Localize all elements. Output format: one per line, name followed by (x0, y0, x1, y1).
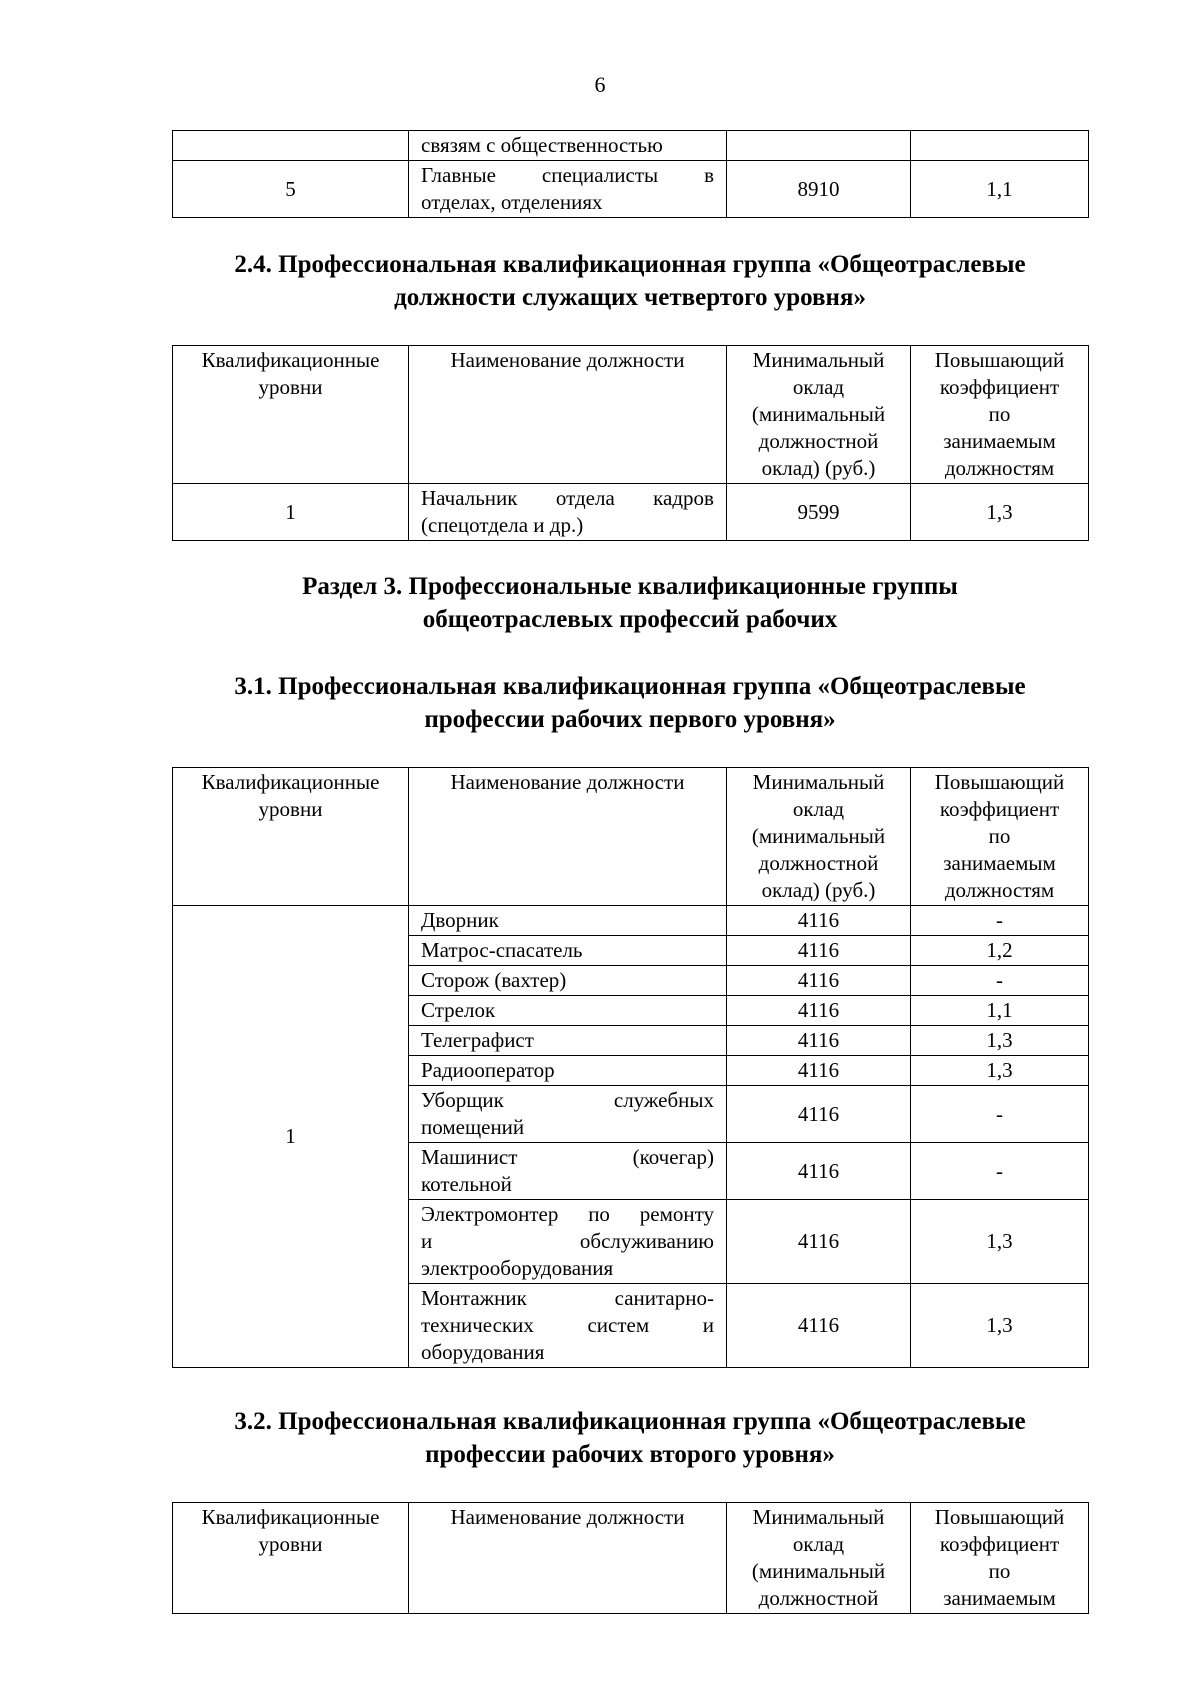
salary-cell: 4116 (727, 1086, 911, 1143)
name-line: электрооборудования (421, 1256, 614, 1280)
header-coefficient (911, 346, 1089, 484)
salary-cell: 4116 (727, 906, 911, 936)
table-row (173, 131, 1089, 161)
table-header-row (173, 768, 1089, 906)
section-heading-3-1 (140, 670, 1120, 736)
header-line: (минимальный (751, 402, 886, 426)
name-word: отдела (555, 486, 615, 510)
heading-line: профессии рабочих второго уровня» (425, 1441, 835, 1468)
table-3-1 (172, 767, 1089, 1368)
header-line: коэффициент (939, 797, 1060, 821)
header-line: Квалификационные (201, 348, 380, 372)
header-line: по (988, 1559, 1011, 1583)
coefficient-cell: - (911, 1143, 1089, 1200)
name-word: в (704, 163, 714, 187)
header-level (173, 1503, 409, 1614)
coefficient-cell: 1,3 (911, 484, 1089, 541)
position-name-cell: связям с общественностью (409, 131, 727, 161)
header-line: Повышающий (934, 1505, 1065, 1529)
header-line: должностной (758, 429, 879, 453)
position-name-cell (409, 996, 727, 1026)
heading-line: должности служащих четвертого уровня» (394, 284, 866, 311)
heading-line: профессии рабочих первого уровня» (424, 706, 836, 733)
name-word: специалисты (541, 163, 659, 187)
header-line: Минимальный (752, 1505, 885, 1529)
position-name-cell (409, 1143, 727, 1200)
name-line: Дворник (421, 908, 499, 932)
header-line: Квалификационные (201, 770, 380, 794)
header-level (173, 768, 409, 906)
table-row (173, 161, 1089, 218)
name-line: оборудования (421, 1340, 545, 1364)
header-line: Квалификационные (201, 1505, 380, 1529)
salary-cell: 4116 (727, 1026, 911, 1056)
header-line: занимаемым (943, 1586, 1056, 1610)
salary-cell: 4116 (727, 1284, 911, 1368)
salary-cell: 4116 (727, 996, 911, 1026)
header-salary (727, 346, 911, 484)
header-coefficient (911, 1503, 1089, 1614)
heading-line: 2.4. Профессиональная квалификационная группа «Общеотраслевые (234, 251, 1026, 278)
header-line: занимаемым (943, 429, 1056, 453)
header-position-name: Наименование должности (409, 1503, 727, 1614)
continuation-table (172, 130, 1089, 218)
coefficient-cell: 1,1 (911, 996, 1089, 1026)
table-row (173, 906, 1089, 936)
coefficient-cell: 1,3 (911, 1200, 1089, 1284)
name-line: Монтажник санитарно- (421, 1286, 714, 1310)
coefficient-cell: - (911, 906, 1089, 936)
level-cell: 1 (173, 484, 409, 541)
coefficient-cell: 1,1 (911, 161, 1089, 218)
header-line: должностной (758, 851, 879, 875)
position-name-cell (409, 936, 727, 966)
salary-cell: 4116 (727, 1200, 911, 1284)
level-cell: 5 (173, 161, 409, 218)
name-word: кадров (653, 486, 714, 510)
name-line: помещений (421, 1115, 525, 1139)
header-line: должностям (944, 456, 1055, 480)
name-line: технических систем и (421, 1313, 714, 1337)
header-line: уровни (258, 1532, 323, 1556)
header-line: по (988, 402, 1011, 426)
salary-cell (727, 131, 911, 161)
header-level (173, 346, 409, 484)
name-line: (спецотдела и др.) (421, 513, 584, 537)
name-line: Стрелок (421, 998, 496, 1022)
salary-cell: 4116 (727, 1143, 911, 1200)
table-3-2 (172, 1502, 1089, 1614)
position-name-cell (409, 906, 727, 936)
header-line: оклад) (руб.) (761, 878, 876, 902)
coefficient-cell: 1,3 (911, 1026, 1089, 1056)
table-3-1-body (173, 906, 1089, 1368)
header-line: оклад) (руб.) (761, 456, 876, 480)
table-header-row (173, 346, 1089, 484)
level-cell: 1 (173, 906, 409, 1368)
salary-cell: 9599 (727, 484, 911, 541)
header-line: по (988, 824, 1011, 848)
header-line: уровни (258, 797, 323, 821)
name-word: Главные (421, 163, 496, 187)
coefficient-cell: 1,3 (911, 1056, 1089, 1086)
position-name-cell (409, 1284, 727, 1368)
name-line: Сторож (вахтер) (421, 968, 567, 992)
name-word: Начальник (421, 486, 518, 510)
header-line: (минимальный (751, 824, 886, 848)
table-row (173, 484, 1089, 541)
heading-line: 3.2. Профессиональная квалификационная группа «Общеотраслевые (234, 1408, 1026, 1435)
position-name-cell (409, 161, 727, 218)
position-name-cell (409, 1200, 727, 1284)
heading-line: Раздел 3. Профессиональные квалификационные группы (302, 573, 958, 600)
section-heading-3 (140, 570, 1120, 636)
name-line: Машинист (кочегар) (421, 1145, 714, 1169)
position-name-cell (409, 1056, 727, 1086)
name-line: отделах, отделениях (421, 190, 603, 214)
name-line: Радиооператор (421, 1058, 555, 1082)
position-name-cell (409, 1086, 727, 1143)
section-heading-2-4 (140, 248, 1120, 314)
salary-cell: 4116 (727, 1056, 911, 1086)
header-salary (727, 768, 911, 906)
salary-cell: 4116 (727, 936, 911, 966)
header-line: коэффициент (939, 375, 1060, 399)
name-line: Матрос-спасатель (421, 938, 583, 962)
name-line: и обслуживанию (421, 1229, 714, 1253)
header-line: Минимальный (752, 348, 885, 372)
salary-cell: 4116 (727, 966, 911, 996)
header-salary (727, 1503, 911, 1614)
coefficient-cell (911, 131, 1089, 161)
header-position-name: Наименование должности (409, 768, 727, 906)
name-line: Телеграфист (421, 1028, 534, 1052)
coefficient-cell: 1,3 (911, 1284, 1089, 1368)
salary-cell: 8910 (727, 161, 911, 218)
header-line: коэффициент (939, 1532, 1060, 1556)
header-line: Минимальный (752, 770, 885, 794)
header-line: (минимальный (751, 1559, 886, 1583)
name-line (421, 485, 714, 512)
section-heading-3-2 (140, 1405, 1120, 1471)
level-cell (173, 131, 409, 161)
heading-line: общеотраслевых профессий рабочих (422, 606, 838, 633)
page-number: 6 (594, 72, 606, 97)
header-line: оклад (792, 375, 845, 399)
header-coefficient (911, 768, 1089, 906)
name-line (421, 162, 714, 189)
coefficient-cell: - (911, 966, 1089, 996)
header-line: должностям (944, 878, 1055, 902)
header-line: занимаемым (943, 851, 1056, 875)
header-line: Повышающий (934, 770, 1065, 794)
heading-line: 3.1. Профессиональная квалификационная группа «Общеотраслевые (234, 673, 1026, 700)
header-line: должностной (758, 1586, 879, 1610)
header-line: Повышающий (934, 348, 1065, 372)
name-line: Электромонтер по ремонту (421, 1202, 714, 1226)
header-line: оклад (792, 797, 845, 821)
header-line: оклад (792, 1532, 845, 1556)
coefficient-cell: 1,2 (911, 936, 1089, 966)
table-2-4 (172, 345, 1089, 541)
position-name-cell (409, 966, 727, 996)
header-position-name: Наименование должности (409, 346, 727, 484)
name-line: котельной (421, 1172, 512, 1196)
position-name-cell (409, 484, 727, 541)
coefficient-cell: - (911, 1086, 1089, 1143)
table-header-row (173, 1503, 1089, 1614)
name-line: Уборщик служебных (421, 1088, 714, 1112)
position-name-cell (409, 1026, 727, 1056)
header-line: уровни (258, 375, 323, 399)
